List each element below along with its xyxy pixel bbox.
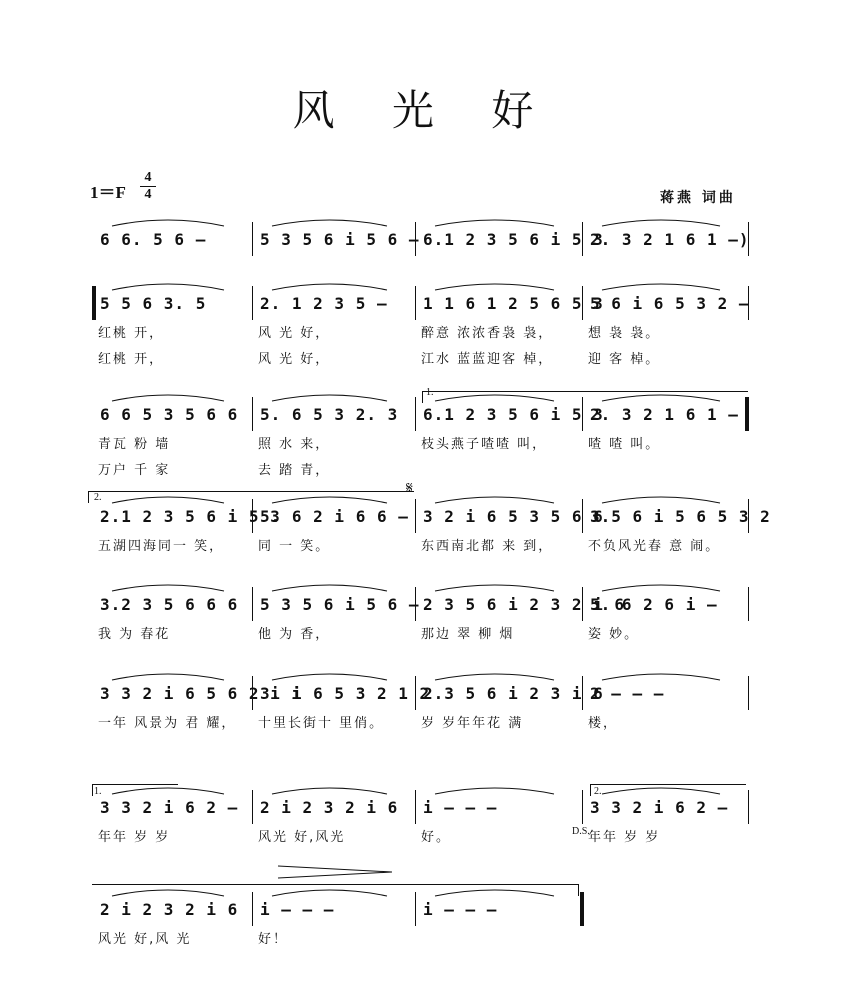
lyric-segment: 同 一 笑。 xyxy=(258,539,331,554)
lyric-segment: 他 为 香， xyxy=(258,627,331,642)
measure-notes: 2. 1 2 3 5 – xyxy=(260,294,388,313)
slur-arc xyxy=(112,220,224,226)
slur-arc xyxy=(435,497,554,503)
key-signature: 1＝F xyxy=(90,183,126,202)
measure-notes: 3 3 2 i 6 5 6 2 i i xyxy=(100,684,303,703)
measure-notes: 3 2 i 6 5 3 5 6 6 xyxy=(423,507,604,526)
slur-arc xyxy=(602,788,720,794)
lyric-segment: 红桃 开， xyxy=(98,326,165,341)
measure-notes: 5. 6 2 i 6 6 – xyxy=(260,507,409,526)
measure-notes: 6.1 2 3 5 6 i 5 3 xyxy=(423,230,604,249)
slur-arc xyxy=(602,284,720,290)
slur-arc xyxy=(272,395,387,401)
measure-notes: 2 i 2 3 2 i 6 xyxy=(100,900,239,919)
measure-notes: 2 – – – xyxy=(590,684,665,703)
slur-arc xyxy=(272,220,387,226)
lyric-segment: 青瓦 粉 墙 xyxy=(98,437,171,452)
slur-arc xyxy=(435,674,554,680)
lyric-segment: 照 水 来， xyxy=(258,437,331,452)
measure-notes: 6.1 2 3 5 6 i 5 3 xyxy=(423,405,604,424)
lyric-segment: 风 光 好， xyxy=(258,326,331,341)
author-credit: 蒋燕 词曲 xyxy=(660,190,736,206)
slur-arc xyxy=(112,890,224,896)
lyric-segment: 楼， xyxy=(588,716,619,731)
slur-arc xyxy=(435,395,554,401)
slur-arc xyxy=(602,674,720,680)
measure-notes: 3. i 6 5 3 2 1 2 xyxy=(260,684,431,703)
slur-arc xyxy=(272,585,387,591)
measure-notes: 3 3 2 i 6 2 – xyxy=(590,798,729,817)
time-signature-bottom: 4 xyxy=(144,187,152,202)
measure-notes: 5 3 5 6 i 5 6 – xyxy=(260,230,420,249)
measure-notes: 1 1 6 1 2 5 6 5 3 xyxy=(423,294,604,313)
song-title: 风 光 好 xyxy=(292,86,556,135)
lyric-segment: 东西南北都 来 到， xyxy=(421,539,554,554)
slur-arc xyxy=(112,284,224,290)
measure-notes: 5 6 i 6 5 3 2 – xyxy=(590,294,750,313)
lyric-segment: 风光 好,风光 xyxy=(258,830,346,845)
measure-notes: 2 i 2 3 2 i 6 xyxy=(260,798,399,817)
slur-arc xyxy=(112,395,224,401)
measure-notes: 6 6 5 3 5 6 6 xyxy=(100,405,239,424)
second-ending-label-2: 2. xyxy=(594,786,602,797)
lyric-segment: 风 光 好， xyxy=(258,352,331,367)
slur-arc xyxy=(112,674,224,680)
lyric-segment: 好。 xyxy=(421,830,452,845)
measure-notes: 3.5 6 i 5 6 5 3 2 xyxy=(590,507,771,526)
measure-notes: i – – – xyxy=(260,900,335,919)
measure-notes: 3.2 3 5 6 6 6 xyxy=(100,595,239,614)
slur-arc xyxy=(435,585,554,591)
measure-notes: 2.1 2 3 5 6 i 5 3 xyxy=(100,507,281,526)
lyric-segment: 五湖四海同一 笑， xyxy=(98,539,225,554)
measure-notes: 5. 6 2 6 i – xyxy=(590,595,718,614)
slur-arc xyxy=(272,284,387,290)
first-ending-label: 1. xyxy=(426,387,434,398)
slur-arc xyxy=(602,585,720,591)
time-signature-top: 4 xyxy=(140,170,156,187)
lyric-segment: 一年 风景为 君 耀， xyxy=(98,716,237,731)
first-ending-label-2: 1. xyxy=(94,786,102,797)
lyric-segment: 好！ xyxy=(258,932,289,947)
slur-arc xyxy=(602,497,720,503)
lyric-segment: 年年 岁 岁 xyxy=(98,830,171,845)
lyric-segment: 那边 翠 柳 烟 xyxy=(421,627,515,642)
lyric-segment: 醉意 浓浓香袅 袅， xyxy=(421,326,554,341)
lyric-segment: 万户 千 家 xyxy=(98,463,171,478)
da-segno-mark: D.S. xyxy=(572,826,590,837)
measure-notes: 2. 3 2 1 6 1 – xyxy=(590,405,739,424)
measure-notes: 3 3 2 i 6 2 – xyxy=(100,798,239,817)
measure-notes: 5 3 5 6 i 5 6 – xyxy=(260,595,420,614)
measure-notes: 2 3 5 6 i 2 3 2 i 6 xyxy=(423,595,626,614)
lyric-segment: 红桃 开， xyxy=(98,352,165,367)
measure-notes: i – – – xyxy=(423,900,498,919)
measure-notes: i – – – xyxy=(423,798,498,817)
lyric-segment: 不负风光春 意 闹。 xyxy=(588,539,721,554)
slur-arc xyxy=(272,890,387,896)
slur-arc xyxy=(272,497,387,503)
lyric-segment: 十里长街十 里俏。 xyxy=(258,716,385,731)
lyric-segment: 岁 岁年年花 满 xyxy=(421,716,524,731)
lyric-segment: 迎 客 棹。 xyxy=(588,352,661,367)
lyric-segment: 姿 妙。 xyxy=(588,627,640,642)
slur-arc xyxy=(272,788,387,794)
slur-arc xyxy=(435,284,554,290)
slur-arc xyxy=(602,395,720,401)
slur-arc xyxy=(435,220,554,226)
slur-arc xyxy=(112,497,224,503)
lyric-segment: 年年 岁 岁 xyxy=(588,830,661,845)
lyric-segment: 想 袅 袅。 xyxy=(588,326,661,341)
measure-notes: 5. 6 5 3 2. 3 xyxy=(260,405,399,424)
lyric-segment: 我 为 春花 xyxy=(98,627,171,642)
lyric-segment: 去 踏 青， xyxy=(258,463,331,478)
measure-notes: 5 5 6 3. 5 xyxy=(100,294,207,313)
segno-sign: 𝄋 xyxy=(406,478,413,497)
lyric-segment: 风光 好,风 光 xyxy=(98,932,192,947)
measure-notes: 6 6. 5 6 – xyxy=(100,230,207,249)
slur-arc xyxy=(602,220,720,226)
lyric-segment: 枝头燕子喳喳 叫， xyxy=(421,437,548,452)
lyric-segment: 江水 蓝蓝迎客 棹， xyxy=(421,352,554,367)
measure-notes: 2.3 5 6 i 2 3 i 6 xyxy=(423,684,604,703)
slur-arc xyxy=(112,585,224,591)
slur-arc xyxy=(435,788,554,794)
slur-arc xyxy=(435,890,554,896)
lyric-segment: 喳 喳 叫。 xyxy=(588,437,661,452)
slur-arc xyxy=(112,788,224,794)
measure-notes: 2. 3 2 1 6 1 –) xyxy=(590,230,750,249)
slur-arc xyxy=(272,674,387,680)
second-ending-label: 2. xyxy=(94,492,102,503)
